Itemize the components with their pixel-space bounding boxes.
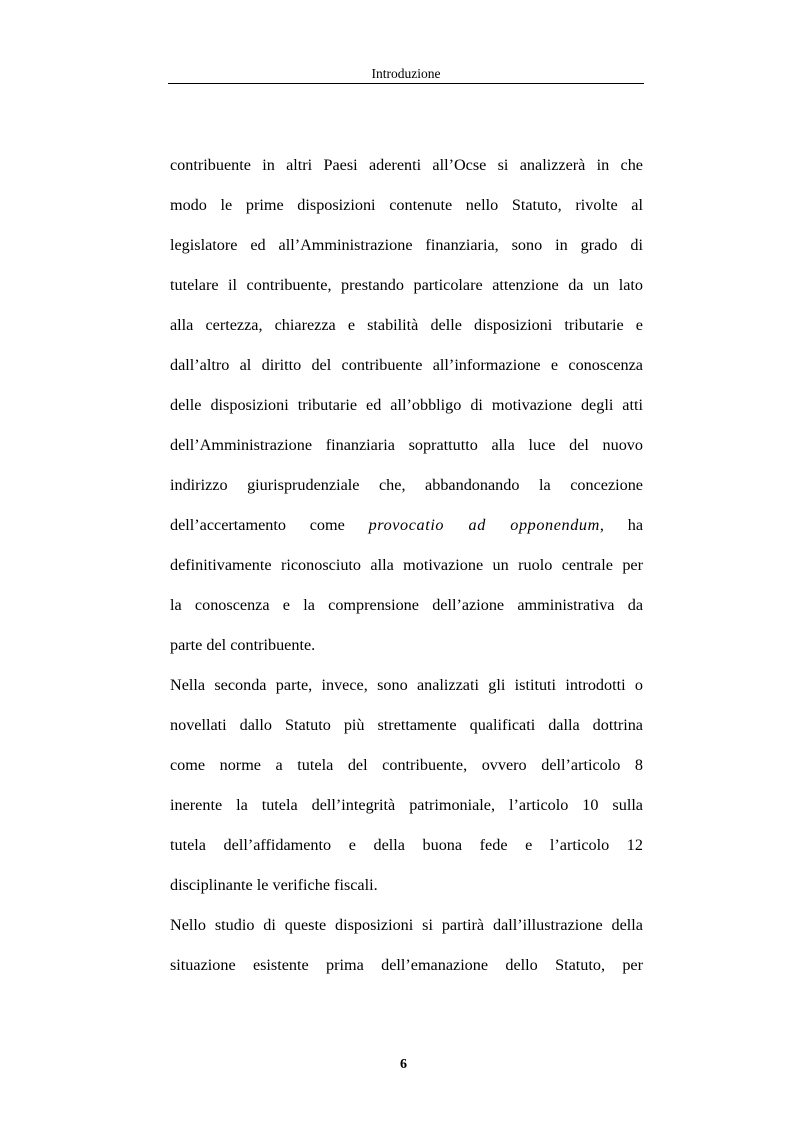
body-text <box>170 145 643 985</box>
text-line: modo le prime disposizioni contenute nello Statuto, rivolte al <box>170 196 643 214</box>
text-run: , ha <box>599 516 644 534</box>
text-line: contribuente in altri Paesi aderenti all’Ocse si analizzerà in che <box>170 156 643 174</box>
paragraph-3 <box>170 905 643 985</box>
text-line: dall’altro al diritto del contribuente all’informazione e conoscenza <box>170 356 643 374</box>
header-title: Introduzione <box>371 66 441 81</box>
text-line: definitivamente riconosciuto alla motivazione un ruolo centrale per <box>170 556 643 574</box>
text-line: dell’Amministrazione finanziaria soprattutto alla luce del nuovo <box>170 436 643 454</box>
paragraph-1 <box>170 145 643 665</box>
running-header <box>168 66 644 84</box>
text-line: alla certezza, chiarezza e stabilità delle disposizioni tributarie e <box>170 316 643 334</box>
text-line: disciplinante le verifiche fiscali. <box>170 876 378 894</box>
text-line: Nello studio di queste disposizioni si partirà dall’illustrazione della <box>170 916 643 934</box>
text-line: Nella seconda parte, invece, sono analizzati gli istituti introdotti o <box>170 676 643 694</box>
text-line: legislatore ed all’Amministrazione finanziaria, sono in grado di <box>170 236 643 254</box>
paragraph-2 <box>170 665 643 905</box>
text-line: come norme a tutela del contribuente, ovvero dell’articolo 8 <box>170 756 643 774</box>
text-line <box>170 505 643 545</box>
text-line: delle disposizioni tributarie ed all’obbligo di motivazione degli atti <box>170 396 643 414</box>
text-line: la conoscenza e la comprensione dell’azione amministrativa da <box>170 596 643 614</box>
text-line: tutela dell’affidamento e della buona fede e l’articolo 12 <box>170 836 643 854</box>
text-line: novellati dallo Statuto più strettamente qualificati dalla dottrina <box>170 716 643 734</box>
text-line: tutelare il contribuente, prestando particolare attenzione da un lato <box>170 276 643 294</box>
text-line: inerente la tutela dell’integrità patrimoniale, l’articolo 10 sulla <box>170 796 643 814</box>
text-line: parte del contribuente. <box>170 636 316 654</box>
text-run: dell’accertamento come <box>170 516 345 534</box>
page-number: 6 <box>400 1057 407 1072</box>
text-line: situazione esistente prima dell’emanazione dello Statuto, per <box>170 956 643 974</box>
italic-phrase: provocatio ad opponendum <box>368 516 600 534</box>
text-line: indirizzo giurisprudenziale che, abbandonando la concezione <box>170 476 643 494</box>
